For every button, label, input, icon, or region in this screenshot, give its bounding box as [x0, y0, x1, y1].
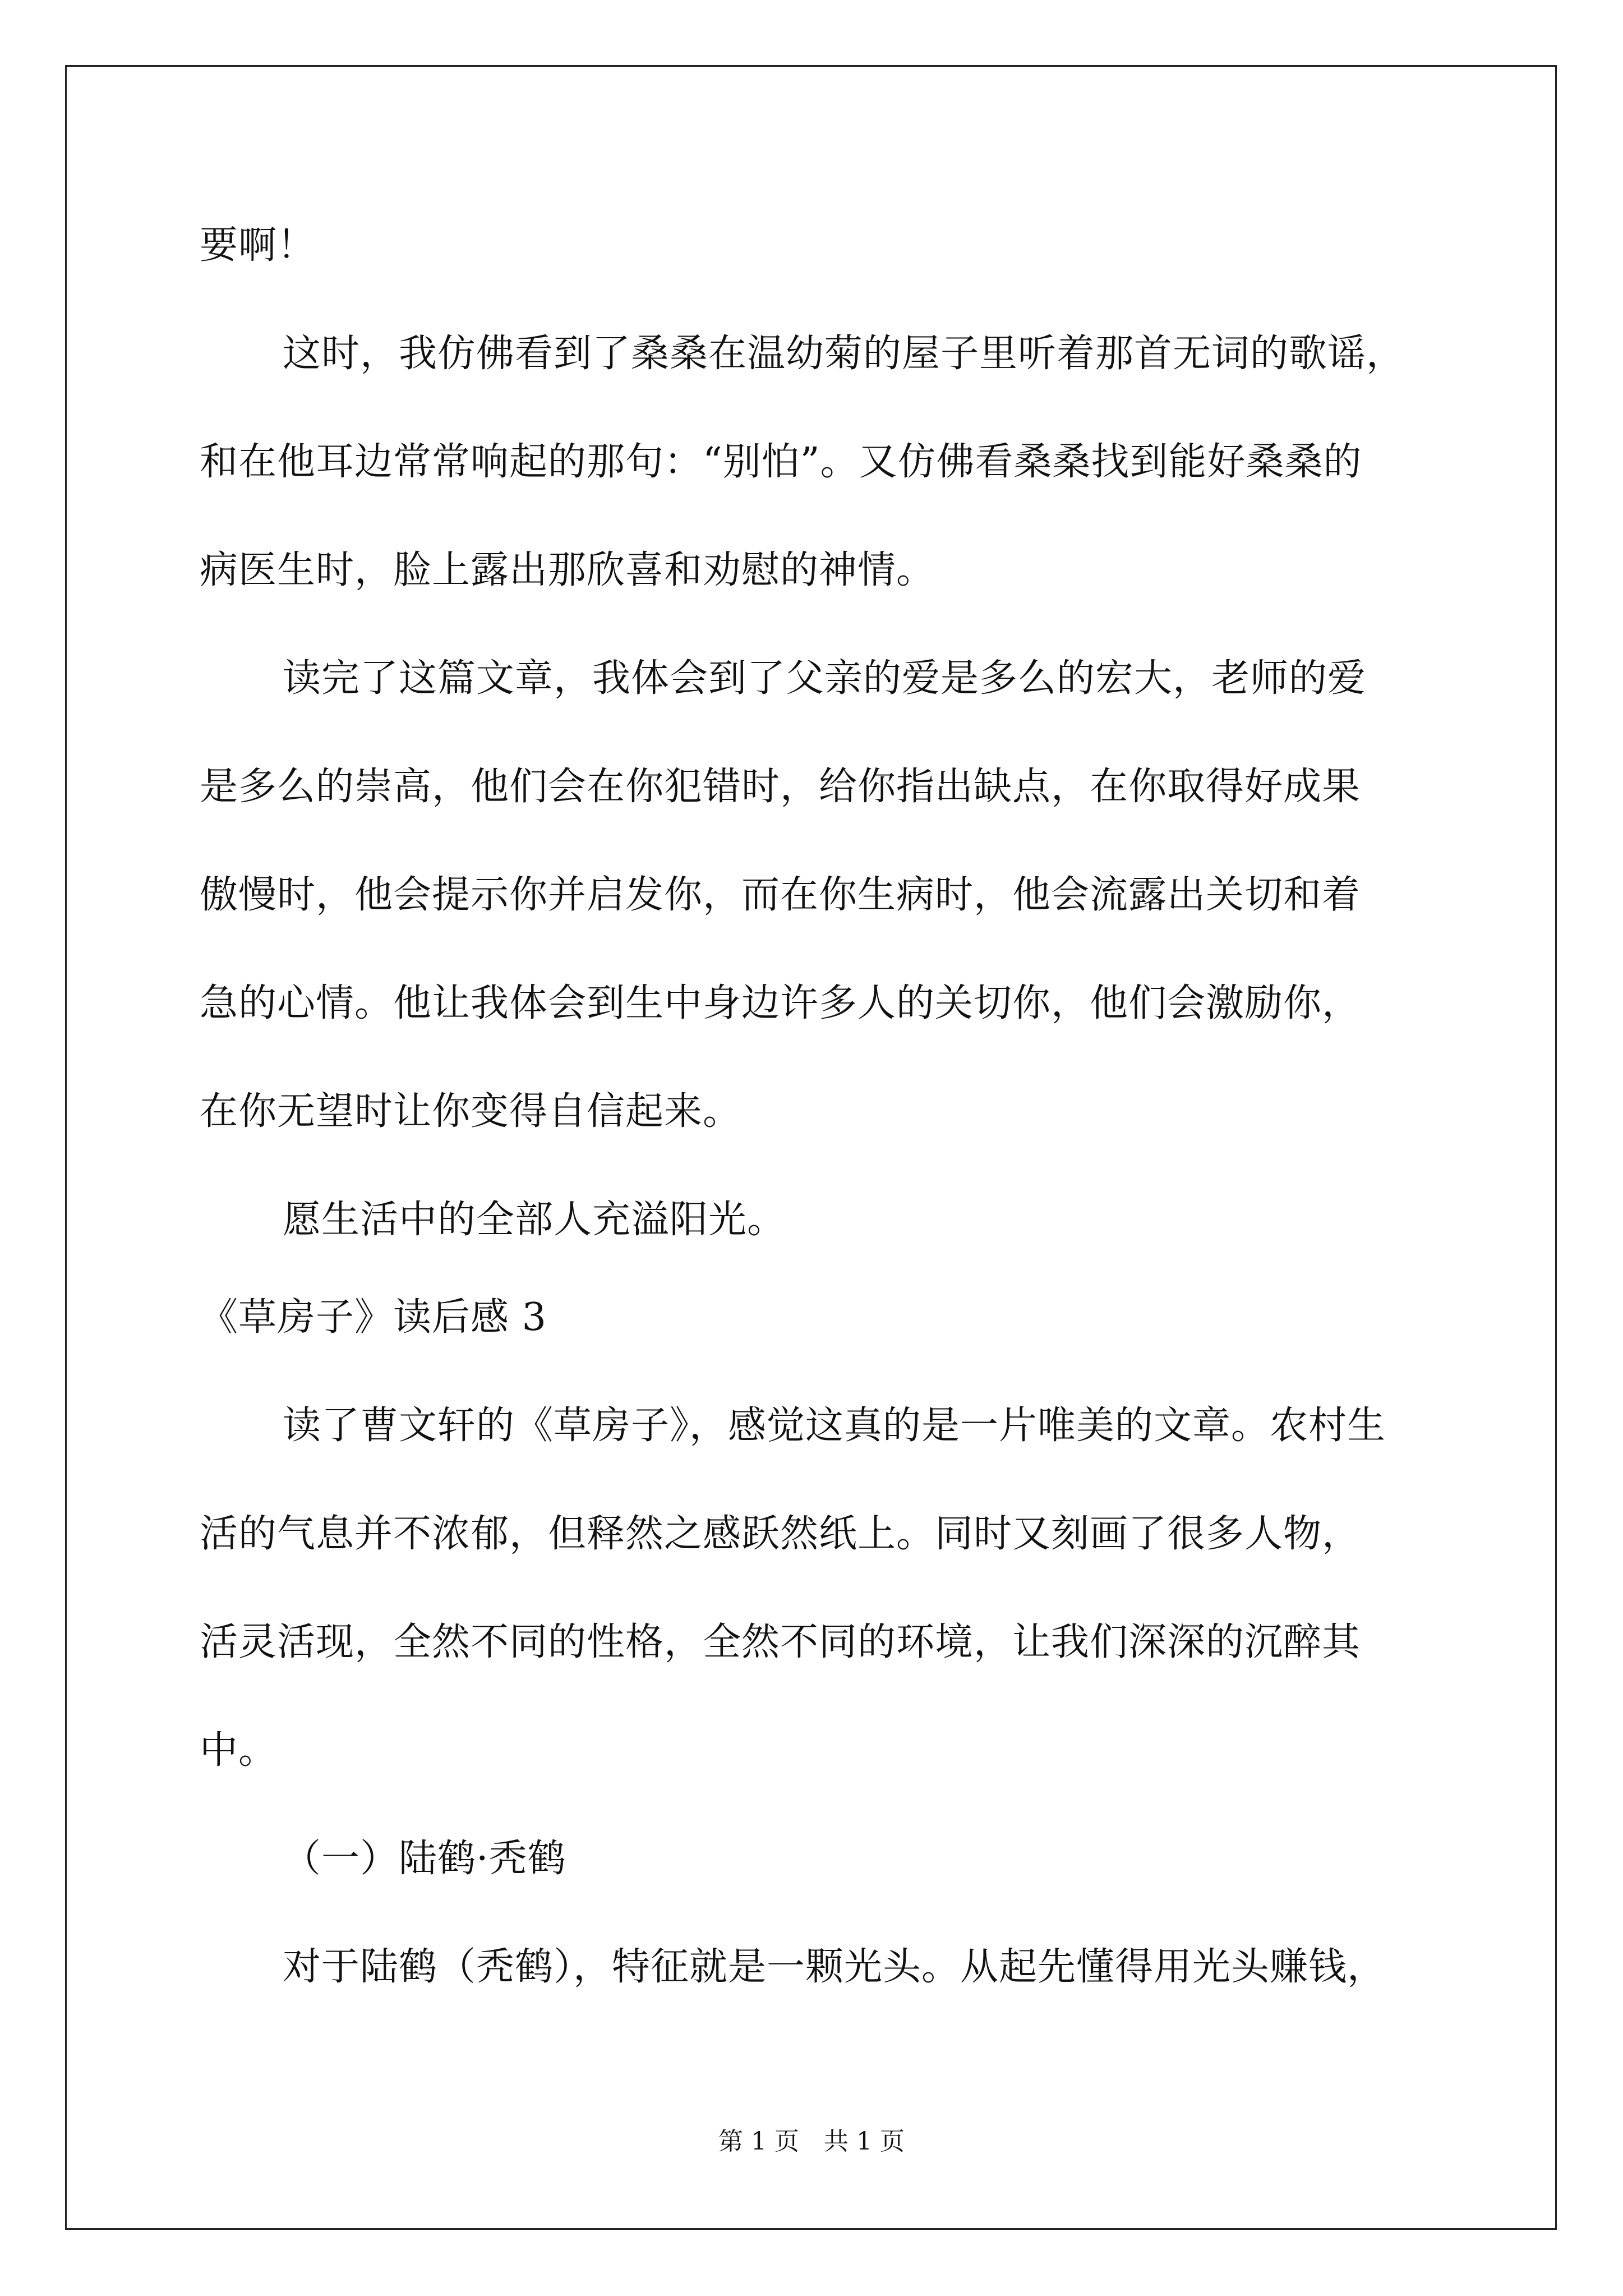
body-line: 和在他耳边常常响起的那句：“别怕”。又仿佛看桑桑找到能好桑桑的: [200, 440, 1362, 484]
body-line: 读完了这篇文章，我体会到了父亲的爱是多么的宏大，老师的爱: [283, 656, 1367, 701]
body-line: 急的心情。他让我体会到生中身边许多人的关切你，他们会激励你，: [200, 981, 1361, 1025]
subsection-heading: （一）陆鹤·秃鹤: [283, 1837, 566, 1881]
body-line: 是多么的崇高，他们会在你犯错时，给你指出缺点，在你取得好成果: [200, 765, 1361, 809]
body-line: 在你无望时让你变得自信起来。: [200, 1089, 742, 1134]
body-line: 愿生活中的全部人充溢阳光。: [283, 1198, 786, 1242]
body-line: 读了曹文轩的《草房子》，感觉这真的是一片唯美的文章。农村生: [283, 1404, 1386, 1448]
body-line: 傲慢时，他会提示你并启发你，而在你生病时，他会流露出关切和着: [200, 873, 1361, 917]
page-border: [65, 65, 1557, 2230]
body-line: 活的气息并不浓郁，但释然之感跃然纸上。同时又刻画了很多人物，: [200, 1512, 1361, 1556]
body-line: 活灵活现，全然不同的性格，全然不同的环境，让我们深深的沉醉其: [200, 1620, 1361, 1664]
body-line: 中。: [200, 1728, 278, 1773]
body-line: 病医生时，脸上露出那欣喜和劝慰的神情。: [200, 548, 935, 592]
section-heading: 《草房子》读后感 3: [200, 1295, 547, 1340]
body-line: 对于陆鹤（秃鹤），特征就是一颗光头。从起先懂得用光头赚钱，: [283, 1945, 1386, 1989]
page-footer: 第 1 页 共 1 页: [718, 2127, 905, 2156]
body-line: 这时，我仿佛看到了桑桑在温幼菊的屋子里听着那首无词的歌谣，: [283, 332, 1405, 376]
body-line: 要啊！: [200, 223, 316, 268]
